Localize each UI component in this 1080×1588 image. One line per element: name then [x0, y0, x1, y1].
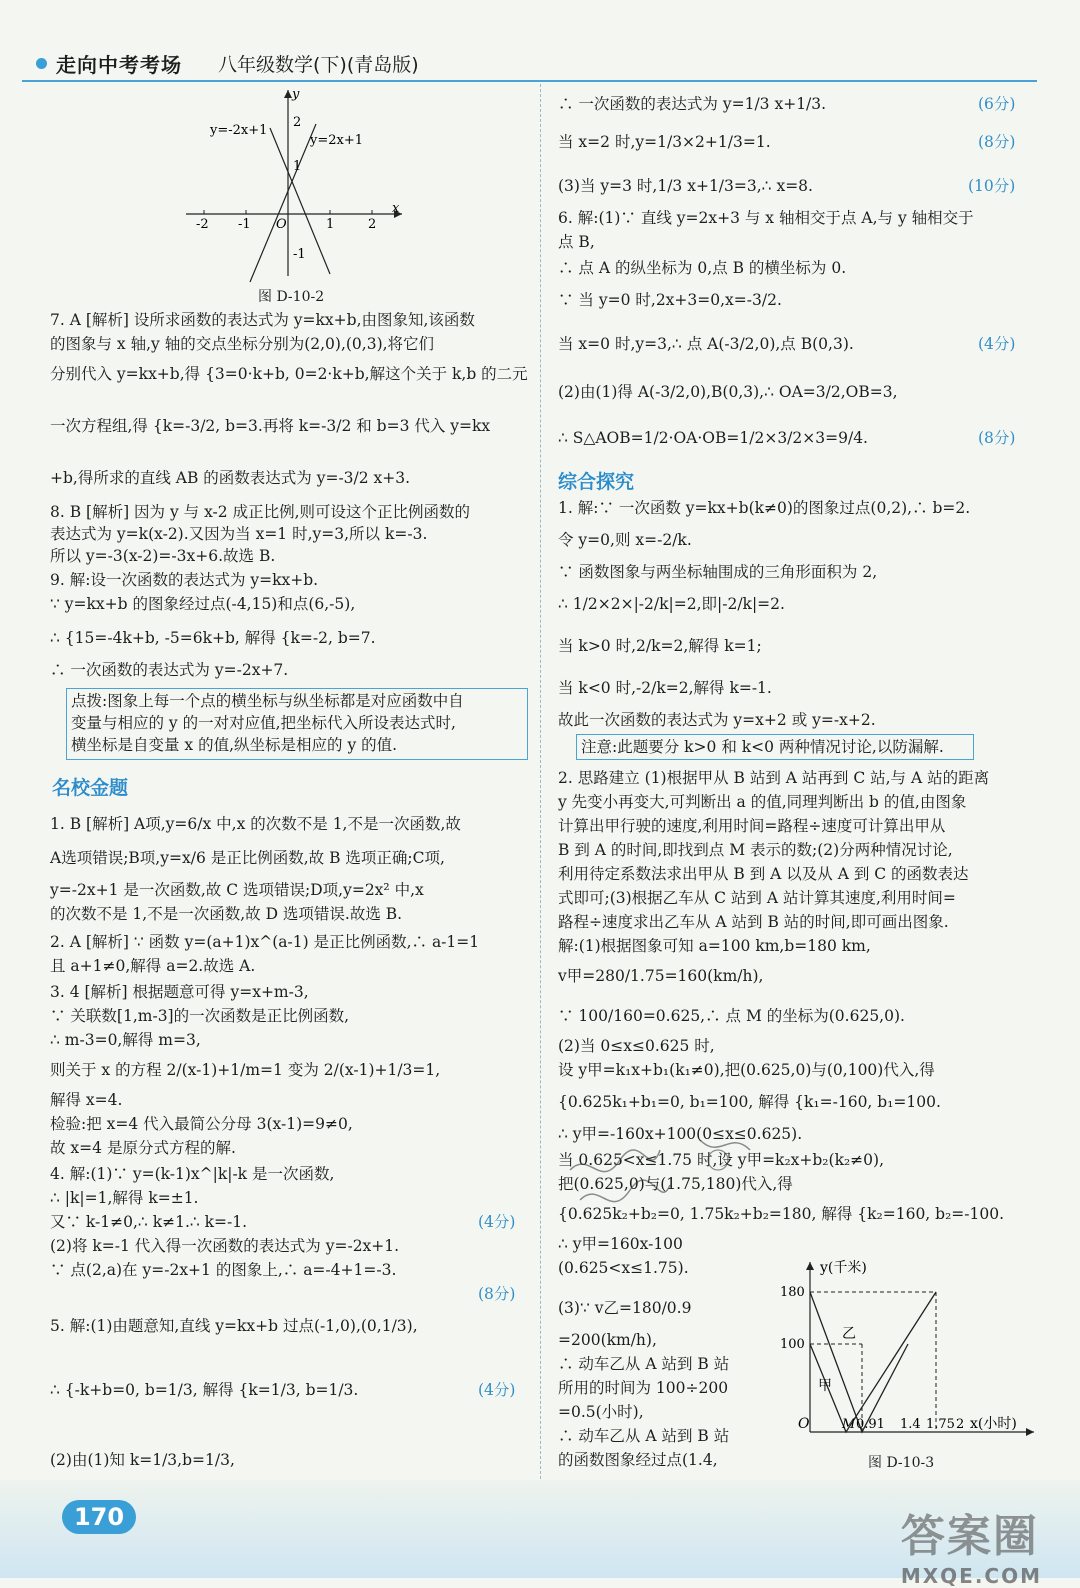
- q9-line: 9. 解:设一次函数的表达式为 y=kx+b.: [50, 571, 319, 589]
- fig2-series-label: 乙: [842, 1326, 856, 1342]
- note-text: 注意:此题要分 k>0 和 k<0 两种情况讨论,以防漏解.: [581, 738, 944, 756]
- z1-line: ∵ 函数图象与两坐标轴围成的三角形面积为 2,: [558, 563, 878, 581]
- q8-line: 表达式为 y=k(x-2).又因为当 x=1 时,y=3,所以 k=-3.: [50, 525, 428, 543]
- fig1-caption: 图 D-10-2: [258, 289, 325, 305]
- z1-line: 当 k<0 时,-2/k=2,解得 k=-1.: [558, 679, 772, 697]
- q6-line: ∴ 点 A 的纵坐标为 0,点 B 的横坐标为 0.: [558, 259, 847, 277]
- m5-line: 5. 解:(1)由题意知,直线 y=kx+b 过点(-1,0),(0,1/3),: [50, 1317, 418, 1335]
- q9-line: ∴ 一次函数的表达式为 y=-2x+7.: [50, 661, 289, 679]
- fig2-x-label: x(小时): [970, 1416, 1017, 1432]
- z1-line: 故此一次函数的表达式为 y=x+2 或 y=-x+2.: [558, 711, 876, 729]
- q7-line: 7. A [解析] 设所求函数的表达式为 y=kx+b,由图象知,该函数: [50, 311, 475, 329]
- r-top-score: (10分): [968, 177, 1016, 195]
- fig1-line-label: y=-2x+1: [210, 123, 268, 138]
- z2-line: (2)当 0≤x≤0.625 时,: [558, 1037, 715, 1055]
- z2-line: 2. 思路建立 (1)根据甲从 B 站到 A 站再到 C 站,与 A 站的距离: [558, 769, 990, 787]
- z2-line: (0.625<x≤1.75).: [558, 1259, 689, 1277]
- fig1-y-label: y: [292, 87, 300, 102]
- fig1-x-tick: -1: [238, 217, 251, 232]
- figure-d-10-3: [776, 1256, 1046, 1446]
- z2-line: =0.5(小时),: [558, 1403, 644, 1421]
- z2-line: ∴ y甲=-160x+100(0≤x≤0.625).: [558, 1125, 803, 1143]
- z2-line: 解:(1)根据图象可知 a=100 km,b=180 km,: [558, 937, 871, 955]
- z1-line: ∴ 1/2×2×|-2/k|=2,即|-2/k|=2.: [558, 595, 785, 613]
- z2-line: v甲=280/1.75=160(km/h),: [558, 967, 764, 985]
- handwritten-scribble: [560, 1130, 780, 1250]
- fig2-y-label: y(千米): [820, 1260, 867, 1276]
- m3-line: 检验:把 x=4 代入最简公分母 3(x-1)=9≠0,: [50, 1115, 353, 1133]
- page-number: 170: [62, 1500, 136, 1534]
- z2-line: y 先变小再变大,可判断出 a 的值,同理判断出 b 的值,由图象: [558, 793, 967, 811]
- z1-line: 令 y=0,则 x=-2/k.: [558, 531, 692, 549]
- m3-line: 故 x=4 是原分式方程的解.: [50, 1139, 236, 1157]
- m5-line: ∴ {-k+b=0, b=1/3, 解得 {k=1/3, b=1/3.: [50, 1381, 359, 1399]
- z2-line: ∴ 动车乙从 A 站到 B 站: [558, 1355, 730, 1373]
- m2-line: 2. A [解析] ∵ 函数 y=(a+1)x^(a-1) 是正比例函数,∴ a-1=1: [50, 933, 480, 951]
- column-divider: [540, 84, 541, 1494]
- z2-line: {0.625k₁+b₁=0, b₁=100, 解得 {k₁=-160, b₁=100.: [558, 1093, 941, 1111]
- q8-line: 所以 y=-3(x-2)=-3x+6.故选 B.: [50, 547, 276, 565]
- fig2-x-tick: M: [842, 1417, 856, 1432]
- q6-line: 6. 解:(1)∵ 直线 y=2x+3 与 x 轴相交于点 A,与 y 轴相交于: [558, 209, 974, 227]
- fig1-x-label: x: [392, 201, 400, 216]
- z2-line: =200(km/h),: [558, 1331, 657, 1349]
- q6-line: ∴ S△AOB=1/2·OA·OB=1/2×3/2×3=9/4.: [558, 429, 868, 447]
- m4-line: 又∵ k-1≠0,∴ k≠1.∴ k=-1.: [50, 1213, 248, 1231]
- m5-score: (4分): [478, 1381, 516, 1399]
- fig2-x-tick: 0.91: [856, 1417, 885, 1432]
- r-top-line: ∴ 一次函数的表达式为 y=1/3 x+1/3.: [558, 95, 827, 113]
- q9-line: ∴ {15=-4k+b, -5=6k+b, 解得 {k=-2, b=7.: [50, 629, 376, 647]
- q6-score: (8分): [978, 429, 1016, 447]
- z2-line: 把(0.625,0)与(1.75,180)代入,得: [558, 1175, 793, 1193]
- z2-line: 计算出甲行驶的速度,利用时间=路程÷速度可计算出甲从: [558, 817, 946, 835]
- watermark: [901, 1500, 1042, 1588]
- note-box: [576, 734, 974, 760]
- fig2-y-tick: 180: [780, 1285, 805, 1300]
- fig2-series-label: 甲: [818, 1378, 832, 1394]
- q7-line: 一次方程组,得 {k=-3/2, b=3.再将 k=-3/2 和 b=3 代入 y=kx: [50, 417, 491, 435]
- q6-line: (2)由(1)得 A(-3/2,0),B(0,3),∴ OA=3/2,OB=3,: [558, 383, 898, 401]
- m3-line: 解得 x=4.: [50, 1091, 123, 1109]
- q6-score: (4分): [978, 335, 1016, 353]
- tip-box: [66, 688, 528, 760]
- m3-line: ∵ 关联数[1,m-3]的一次函数是正比例函数,: [50, 1007, 350, 1025]
- section-title-famous-schools: 名校金题: [52, 777, 129, 799]
- z2-line: 当 0.625<x≤1.75 时,设 y甲=k₂x+b₂(k₂≠0),: [558, 1151, 884, 1169]
- q9-line: ∵ y=kx+b 的图象经过点(-4,15)和点(6,-5),: [50, 595, 356, 613]
- r-top-line: 当 x=2 时,y=1/3×2+1/3=1.: [558, 133, 771, 151]
- q8-line: 8. B [解析] 因为 y 与 x-2 成正比例,则可设这个正比例函数的: [50, 503, 471, 521]
- fig1-y-tick: -1: [293, 247, 306, 262]
- m5-line: (2)由(1)知 k=1/3,b=1/3,: [50, 1451, 235, 1469]
- z2-line: ∴ 动车乙从 A 站到 B 站: [558, 1427, 730, 1445]
- r-top-score: (6分): [978, 95, 1016, 113]
- z2-line: ∵ 100/160=0.625,∴ 点 M 的坐标为(0.625,0).: [558, 1007, 905, 1025]
- header-dot-icon: [36, 58, 47, 69]
- q7-line: 的图象与 x 轴,y 轴的交点坐标分别为(2,0),(0,3),将它们: [50, 335, 435, 353]
- m4-line: ∴ |k|=1,解得 k=±1.: [50, 1189, 199, 1207]
- fig2-x-tick: 2: [956, 1417, 965, 1432]
- m4-score: (4分): [478, 1213, 516, 1231]
- z1-line: 当 k>0 时,2/k=2,解得 k=1;: [558, 637, 762, 655]
- z2-line: 利用待定系数法求出甲从 B 到 A 以及从 A 到 C 的函数表达: [558, 865, 969, 883]
- q7-line: +b,得所求的直线 AB 的函数表达式为 y=-3/2 x+3.: [50, 469, 411, 487]
- book-title: 走向中考考场: [56, 53, 182, 77]
- fig2-caption: 图 D-10-3: [868, 1455, 935, 1471]
- fig1-origin-label: O: [276, 217, 287, 232]
- fig1-x-tick: 1: [326, 217, 335, 232]
- q6-line: ∵ 当 y=0 时,2x+3=0,x=-3/2.: [558, 291, 782, 309]
- z2-line: 路程÷速度求出乙车从 A 站到 B 站的时间,即可画出图象.: [558, 913, 949, 931]
- tip-line: 变量与相应的 y 的一对对应值,把坐标代入所设表达式时,: [71, 714, 456, 732]
- book-subtitle: 八年级数学(下)(青岛版): [218, 54, 419, 76]
- z2-line: 设 y甲=k₁x+b₁(k₁≠0),把(0.625,0)与(0,100)代入,得: [558, 1061, 935, 1079]
- m1-line: y=-2x+1 是一次函数,故 C 选项错误;D项,y=2x² 中,x: [50, 881, 424, 899]
- m3-line: 3. 4 [解析] 根据题意可得 y=x+m-3,: [50, 983, 309, 1001]
- z2-line: (3)∵ v乙=180/0.9: [558, 1299, 692, 1317]
- fig1-y-tick: 2: [293, 115, 302, 130]
- fig1-x-tick: 2: [368, 217, 377, 232]
- m1-line: A选项错误;B项,y=x/6 是正比例函数,故 B 选项正确;C项,: [50, 849, 445, 867]
- fig1-y-tick: 1: [293, 159, 302, 174]
- m4-line: ∵ 点(2,a)在 y=-2x+1 的图象上,∴ a=-4+1=-3.: [50, 1261, 397, 1279]
- z2-line: ∴ y甲=160x-100: [558, 1235, 683, 1253]
- m1-line: 1. B [解析] A项,y=6/x 中,x 的次数不是 1,不是一次函数,故: [50, 815, 461, 833]
- fig2-y-tick: 100: [780, 1337, 805, 1352]
- q6-line: 点 B,: [558, 233, 595, 251]
- fig1-line-label: y=2x+1: [310, 133, 364, 148]
- tip-line: 点拨:图象上每一个点的横坐标与纵坐标都是对应函数中自: [71, 692, 464, 710]
- z2-line: 式即可;(3)根据乙车从 C 站到 A 站计算其速度,利用时间=: [558, 889, 956, 907]
- z2-line: B 到 A 的时间,即找到点 M 表示的数;(2)分两种情况讨论,: [558, 841, 953, 859]
- page-header: [22, 46, 1037, 82]
- z2-line: 的函数图象经过点(1.4,: [558, 1451, 718, 1469]
- fig2-origin-label: O: [798, 1416, 810, 1432]
- q6-line: 当 x=0 时,y=3,∴ 点 A(-3/2,0),点 B(0,3).: [558, 335, 854, 353]
- z1-line: 1. 解:∵ 一次函数 y=kx+b(k≠0)的图象过点(0,2),∴ b=2.: [558, 499, 971, 517]
- m2-line: 且 a+1≠0,解得 a=2.故选 A.: [50, 957, 256, 975]
- tip-line: 横坐标是自变量 x 的值,纵坐标是相应的 y 的值.: [71, 736, 398, 754]
- r-top-line: (3)当 y=3 时,1/3 x+1/3=3,∴ x=8.: [558, 177, 813, 195]
- fig2-x-tick: 1.4: [900, 1417, 921, 1432]
- m4-line: (2)将 k=-1 代入得一次函数的表达式为 y=-2x+1.: [50, 1237, 400, 1255]
- r-top-score: (8分): [978, 133, 1016, 151]
- fig1-x-tick: -2: [196, 217, 209, 232]
- z2-line: {0.625k₂+b₂=0, 1.75k₂+b₂=180, 解得 {k₂=160, b₂=-100.: [558, 1205, 1005, 1223]
- m4-score: (8分): [478, 1285, 516, 1303]
- figure-d-10-2: [180, 86, 410, 286]
- m1-line: 的次数不是 1,不是一次函数,故 D 选项错误.故选 B.: [50, 905, 403, 923]
- m3-line: ∴ m-3=0,解得 m=3,: [50, 1031, 201, 1049]
- m4-line: 4. 解:(1)∵ y=(k-1)x^|k|-k 是一次函数,: [50, 1165, 335, 1183]
- fig2-x-tick: 1.75: [926, 1417, 955, 1432]
- section-title-comprehensive: 综合探究: [558, 471, 635, 493]
- q7-line: 分别代入 y=kx+b,得 {3=0·k+b, 0=2·k+b,解这个关于 k,b 的二元: [50, 365, 528, 383]
- watermark-logo-text: 答案圈: [900, 1511, 1039, 1562]
- z2-line: 所用的时间为 100÷200: [558, 1379, 729, 1397]
- watermark-url: MXQE.COM: [900, 1564, 1042, 1588]
- m3-line: 则关于 x 的方程 2/(x-1)+1/m=1 变为 2/(x-1)+1/3=1,: [50, 1061, 441, 1079]
